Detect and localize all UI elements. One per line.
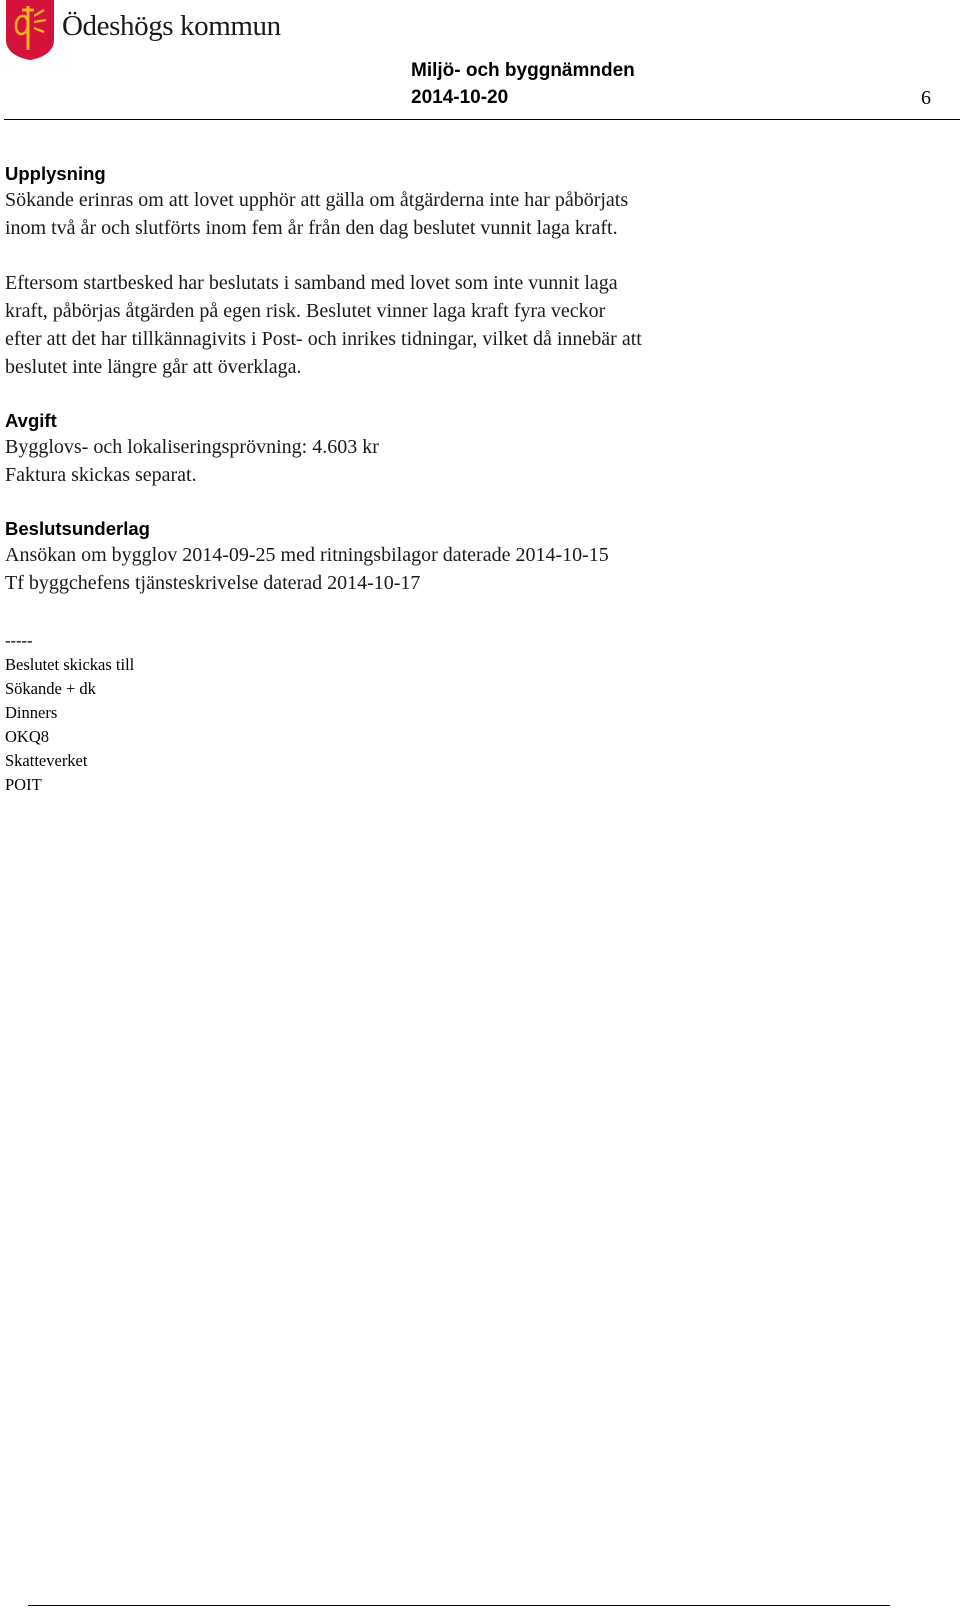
recipient-item: Dinners: [5, 703, 58, 722]
upplysning-line: efter att det har tillkännagivits i Post- och inrikes tidningar, vilket då innebär att: [5, 328, 642, 350]
meeting-date: 2014-10-20: [411, 87, 509, 108]
recipient-item: OKQ8: [5, 727, 49, 746]
upplysning-line: Eftersom startbesked har beslutats i samband med lovet som inte vunnit laga: [5, 272, 618, 294]
recipient-item: Sökande + dk: [5, 679, 96, 698]
distribution-title: Beslutet skickas till: [5, 655, 135, 674]
header-divider: [4, 119, 960, 120]
page-number: 6: [921, 87, 931, 109]
separator-dashes: -----: [5, 631, 33, 650]
beslutsunderlag-line: Ansökan om bygglov 2014-09-25 med ritningsbilagor daterade 2014-10-15: [5, 544, 609, 566]
upplysning-line: Sökande erinras om att lovet upphör att gälla om åtgärderna inte har påbörjats: [5, 189, 629, 211]
upplysning-line: inom två år och slutförts inom fem år från den dag beslutet vunnit laga kraft.: [5, 217, 618, 239]
avgift-line: Bygglovs- och lokaliseringsprövning: 4.603 kr: [5, 436, 379, 458]
beslutsunderlag-line: Tf byggchefens tjänsteskrivelse daterad 2014-10-17: [5, 572, 421, 594]
recipient-item: Skatteverket: [5, 751, 88, 770]
avgift-line: Faktura skickas separat.: [5, 464, 197, 486]
upplysning-line: beslutet inte längre går att överklaga.: [5, 356, 302, 378]
municipality-logo: [4, 0, 56, 60]
section-heading-upplysning: Upplysning: [5, 163, 106, 184]
footer-divider: [28, 1605, 890, 1606]
section-heading-avgift: Avgift: [5, 410, 57, 431]
upplysning-line: kraft, påbörjas åtgärden på egen risk. Beslutet vinner laga kraft fyra veckor: [5, 300, 606, 322]
section-heading-beslutsunderlag: Beslutsunderlag: [5, 518, 150, 539]
committee-name: Miljö- och byggnämnden: [411, 60, 635, 81]
recipient-item: POIT: [5, 775, 42, 794]
municipality-name: Ödeshögs kommun: [62, 10, 281, 42]
